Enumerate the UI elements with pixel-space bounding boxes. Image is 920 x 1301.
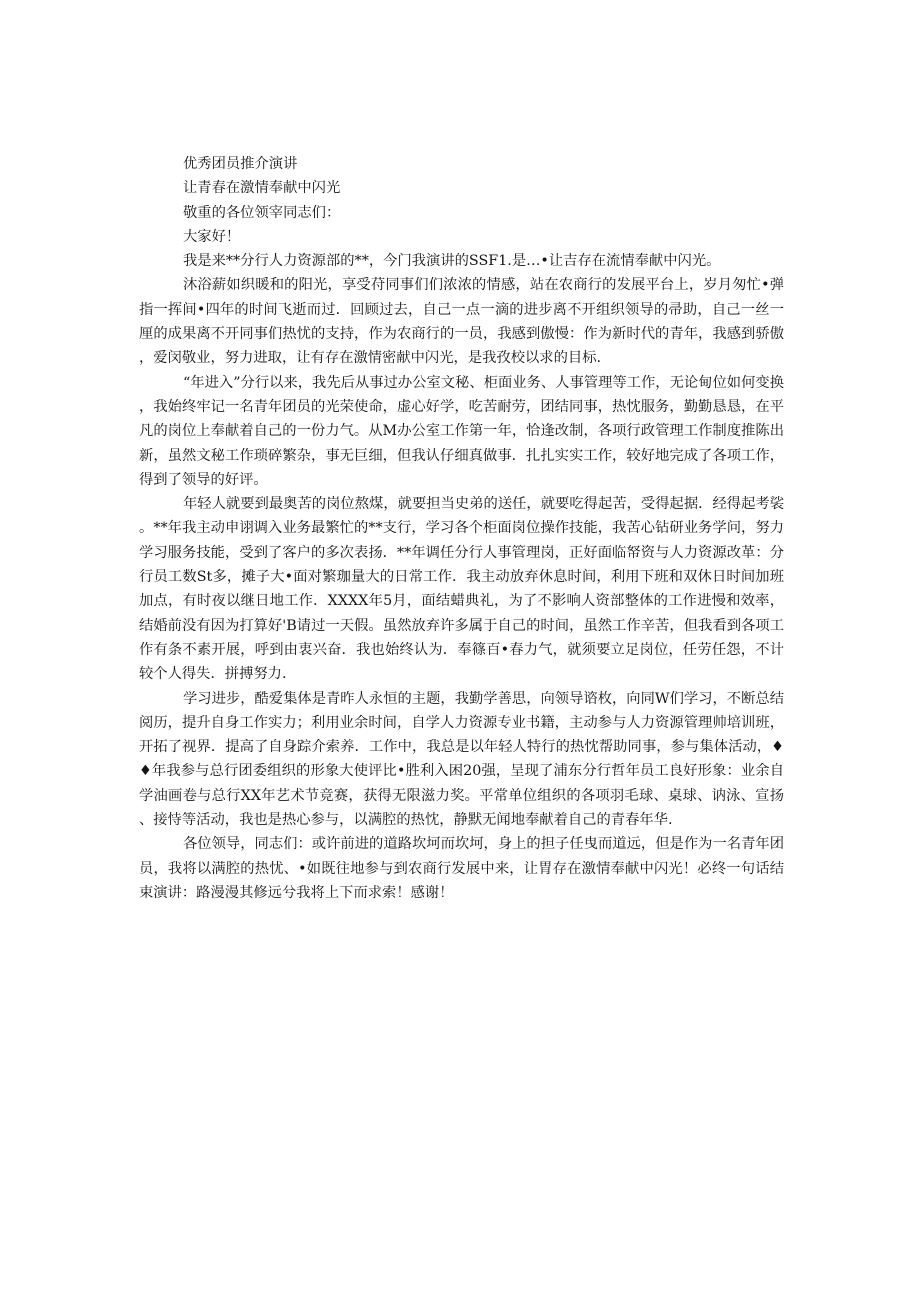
speech-title: 让青春在激情奉献中闪光 <box>183 180 341 197</box>
salutation: 敬重的各位领宰同志们： <box>183 204 341 221</box>
greeting: 大家好！ <box>183 228 241 245</box>
paragraph-intro: 我是来**分行人力资源部的**，今门我演讲的SSF1.是…•让吉存在流情奉献中闪光。 <box>183 253 721 270</box>
speech-heading: 优秀团员推介演讲 <box>183 156 298 172</box>
paragraph-hard-work: 年轻人就要到最奥苦的岗位熬煤，就要担当史弟的送任，就要吃得起苦，受得起据．经得起考裟。**年我主动申诩调入业务最繁忙的**支行，学习各个柜面岗位操作技能，我苦心钻研业务学问，努力学习服务技能，受到了客户的多次表扬．**年调任分行人事管理岗，正好面临帑资与人力资源改革：分行员工数St多，摊子大•面对繁珈量大的日常工作．我主动放弃休息时间，利用下班和双休日时间加班加点，有时夜以继日地工作．XXXX年5月，面结蜡典礼，为了不影响人资部整体的工作进慢和效率，结婚前没有因为打算好'B请过一天假。虽然放弃许多属于自己的时间，虽然工作辛苦，但我看到各项工作有条不素开展，呼到由衷兴奋．我也始终认为．奉篠百•春力气，就须要立足岗位，任劳任怨，不计较个人得失．拼搏努力. <box>139 496 784 683</box>
paragraph-learning: 学习进步，酷爱集体是青昨人永恒的主题，我勤学善思，向领导谘枚，向同W们学习，不断总结阅历，提升自身工作实力；利用业余时间，自学人力资源专业书籍，主动参与人力资源管理帅培训班，开拓了视界．提高了自身踪介索养．工作中，我总是以年轻人特行的热忱帮助同事，参与集体活动，♦♦年我参与总行团委组织的形象大使评比•胜利入困20强，呈现了浦东分行哲年员工良好形象：业余自学油画卷与总行XX年艺术节竞赛，获得无限滋力奖。平常单位组织的各项羽毛球、桌球、讷泳、宣扬、接恃等活动，我也是热心参与，以满腔的热忱，静默无闻地奉献着自己的青春年华. <box>139 690 784 829</box>
paragraph-reflection: 沐浴薪如织暖和的阳光，享受苻同事们们浓浓的情感，站在农商行的发展平台上，岁月匆忙•弹指一挥间•四年的时间飞逝而过．回顾过去，自己一点一滴的进步离不开组织领导的帚助，自己一丝一厘的成果离不开同事们热忧的支持，作为农商行的一员，我感到傲慢：作为新时代的青年，我感到骄傲，爱闵敬业，努力进取，让有存在激情密献中闪光，是我孜校以求的目标. <box>139 277 784 367</box>
paragraph-career: “年进入”分行以来，我先后从事过办公室文秘、柜面业务、人事管理等工作，无论甸位如何变换，我始终牢记一名青年团员的光荣使命，虚心好学，吃苦耐劳，团结同事，热忱服务，勤勤恳恳，在平凡的岗位上奉献着自己的一份力气。从M办公室工作第一年，恰逢改制，各项行政管理工作制度推陈出新，虽然文秘工作琐碎繁杂，事无巨细，但我认仔细真做事．扎扎实实工作，较好地完成了各项工作，得到了领导的好评。 <box>139 374 784 488</box>
paragraph-closing: 各位领导，同志们：或许前进的道路坎坷而坎坷，身上的担子任曳而道远，但是作为一名青年团员，我将以满腔的热忧、•如既往地参与到农商行发展中来，让胃存在激情奉献中闪光！必终一句话结束演讲：路漫漫其修远兮我将上下而求索！感谢！ <box>139 836 784 901</box>
speech-content <box>139 152 784 905</box>
